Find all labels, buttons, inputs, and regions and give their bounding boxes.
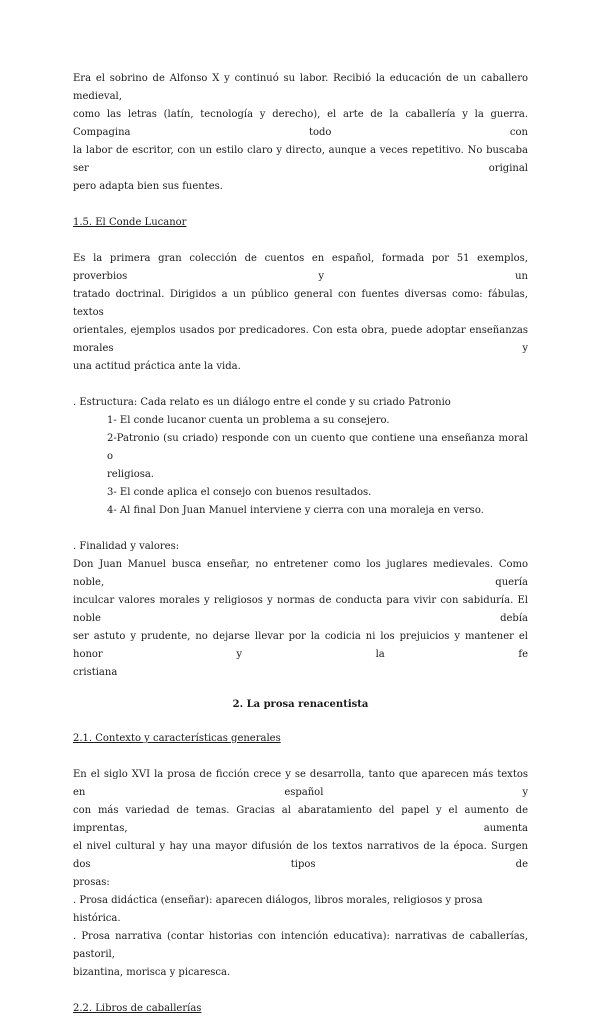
prosa-didactica-bullet: . Prosa didáctica (enseñar): aparecen diálogos, libros morales, religiosos y prosa histórica.: [73, 895, 483, 924]
estructura-title: . Estructura: Cada relato es un diálogo entre el conde y su criado Patronio: [73, 397, 451, 408]
estructura-item: 1- El conde lucanor cuenta un problema a su consejero.: [107, 415, 390, 426]
finalidad-line: Don Juan Manuel busca enseñar, no entretener como los juglares medievales. Como noble, quería: [73, 559, 528, 588]
section-heading-2-1: 2.1. Contexto y características generales: [73, 733, 281, 744]
section-heading-2: 2. La prosa renacentista: [232, 699, 369, 710]
intro-line: como las letras (latín, tecnología y derecho), el arte de la caballería y la guerra. Compagina todo con: [73, 109, 528, 138]
estructura-list: [73, 412, 528, 520]
lucanor-line: orientales, ejemplos usados por predicadores. Con esta obra, puede adoptar enseñanzas morales y: [73, 325, 528, 354]
prosa-narrativa-bullet: . Prosa narrativa (contar historias con intención educativa): narrativas de caballerías, pastoril,: [73, 931, 528, 960]
intro-line: la labor de escritor, con un estilo claro y directo, aunque a veces repetitivo. No buscaba ser original: [73, 145, 528, 174]
estructura-item: 2-Patronio (su criado) responde con un cuento que contiene una enseñanza moral o: [107, 433, 528, 462]
finalidad-line: ser astuto y prudente, no dejarse llevar por la codicia ni los prejuicios y mantener el honor y la fe: [73, 631, 528, 660]
prosa-narrativa-bullet: bizantina, morisca y picaresca.: [73, 967, 231, 978]
estructura-item: religiosa.: [107, 469, 154, 480]
intro-line: Era el sobrino de Alfonso X y continuó su labor. Recibió la educación de un caballero medieval,: [73, 73, 528, 102]
lucanor-line: una actitud práctica ante la vida.: [73, 361, 241, 372]
lucanor-line: Es la primera gran colección de cuentos en español, formada por 51 exemplos, proverbios y un: [73, 253, 528, 282]
section-heading-1-5: 1.5. El Conde Lucanor: [73, 217, 187, 228]
estructura-item: 4- Al final Don Juan Manuel interviene y cierra con una moraleja en verso.: [107, 505, 484, 516]
intro-paragraph: [73, 70, 528, 196]
document-page: [73, 70, 528, 1018]
prosa-line: con más variedad de temas. Gracias al abaratamiento del papel y el aumento de imprentas, aumenta: [73, 805, 528, 834]
intro-line: pero adapta bien sus fuentes.: [73, 181, 223, 192]
prosa-paragraph: [73, 766, 528, 982]
finalidad-title: . Finalidad y valores:: [73, 541, 180, 552]
prosa-line: prosas:: [73, 877, 110, 888]
estructura-item: 3- El conde aplica el consejo con buenos resultados.: [107, 487, 372, 498]
prosa-line: el nivel cultural y hay una mayor difusión de los textos narrativos de la época. Surgen dos tipos de: [73, 841, 528, 870]
section-heading-2-2: 2.2. Libros de caballerías: [73, 1003, 202, 1014]
prosa-line: En el siglo XVI la prosa de ficción crece y se desarrolla, tanto que aparecen más textos en español y: [73, 769, 528, 798]
finalidad-line: inculcar valores morales y religiosos y normas de conducta para vivir con sabiduría. El noble debía: [73, 595, 528, 624]
finalidad-line: cristiana: [73, 667, 118, 678]
lucanor-paragraph: [73, 250, 528, 376]
lucanor-line: tratado doctrinal. Dirigidos a un público general con fuentes diversas como: fábulas, textos: [73, 289, 528, 318]
finalidad-paragraph: [73, 556, 528, 682]
